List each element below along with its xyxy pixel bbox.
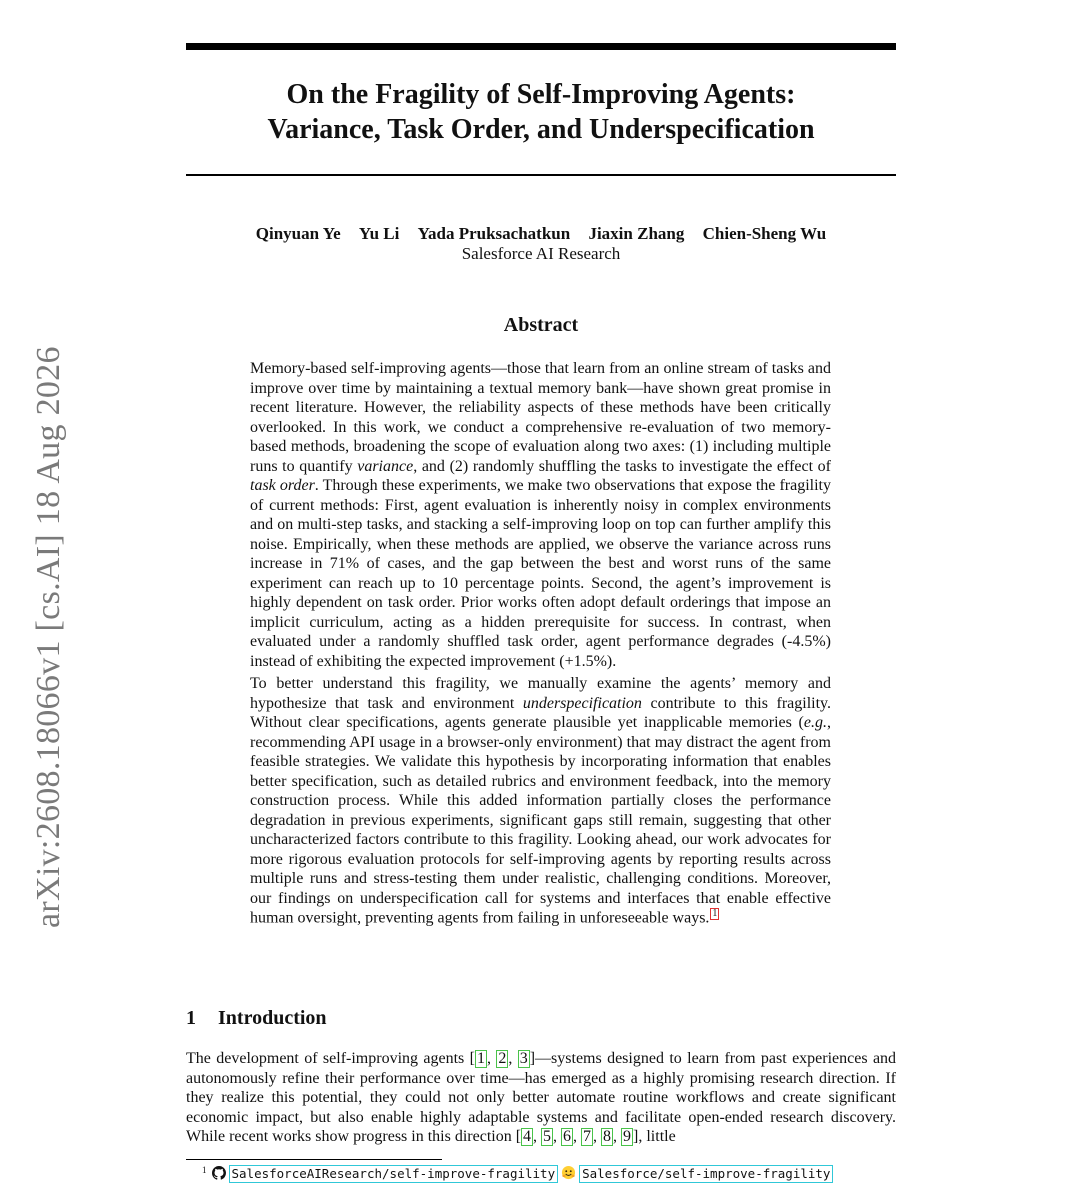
- author-name: Chien-Sheng Wu: [702, 224, 827, 243]
- author-list: [186, 224, 896, 244]
- huggingface-icon: [561, 1165, 576, 1185]
- github-repo-link[interactable]: SalesforceAIResearch/self-improve-fragility: [229, 1165, 559, 1183]
- abstract-body: [250, 359, 831, 928]
- emphasis-variance: variance: [357, 457, 414, 475]
- citation-link[interactable]: 3: [519, 1050, 528, 1067]
- intro-text: The development of self-improving agents [: [186, 1050, 475, 1067]
- author-name: Yu Li: [358, 224, 400, 243]
- introduction-body: [186, 1049, 896, 1147]
- title-line-1: On the Fragility of Self-Improving Agents:: [286, 79, 796, 110]
- abstract-text: Memory-based self-improving agents—those that learn from an online stream of tasks and improve over time by maintaining a textual memory bank—have shown great promise in recent literature. However, the reliability aspects of these methods have been critically overlooked. In this work, we conduct a comprehensive re-evaluation of two memory-based methods, broadening the scope of evaluation along two axes: (1) including multiple runs to quantify: [250, 360, 831, 475]
- title-line-2: Variance, Task Order, and Underspecification: [267, 114, 815, 145]
- citation-link[interactable]: 9: [623, 1128, 632, 1145]
- footnote-link-1[interactable]: 1: [712, 908, 718, 919]
- footnote-1: [202, 1161, 833, 1185]
- citation-link[interactable]: 6: [563, 1128, 572, 1145]
- footnote-rule: [186, 1159, 442, 1160]
- author-name: Jiaxin Zhang: [588, 224, 685, 243]
- emphasis-task-order: task order: [250, 477, 315, 494]
- affiliation: Salesforce AI Research: [461, 244, 621, 263]
- abstract-text: , recommending API usage in a browser-only environment) that may distract the agent from feasible strategies. We validate this hypothesis by incorporating information that enables better specification, such as detailed rubrics and environment feedback, into the memory construction process. While this added information partially closes the performance degradation in previous experiments, significant gaps still remain, suggesting that other uncharacterized factors contribute to this fragility. Looking ahead, our work advocates for more rigorous evaluation protocols for self-improving agents by reporting results across multiple runs and stress-testing them under realistic, challenging conditions. Moreover, our findings on underspecification call for systems and interfaces that enable effective human oversight, preventing agents from failing in unforeseeable ways.: [250, 714, 831, 927]
- citation-link[interactable]: 1: [476, 1050, 485, 1067]
- title-top-rule: [186, 43, 896, 50]
- citation-link[interactable]: 8: [603, 1128, 612, 1145]
- title-bottom-rule: [186, 174, 896, 176]
- arxiv-stamp: arXiv:2608.18066v1 [cs.AI] 18 Aug 2026: [30, 346, 67, 928]
- author-name: Yada Pruksachatkun: [417, 224, 571, 243]
- abstract-text: contribute to this fragility. Without clear specifications, agents generate plausible yet inapplicable memories (: [250, 694, 832, 731]
- section-number: 1: [186, 1007, 196, 1029]
- intro-text: ]—systems designed to learn from past experiences and autonomously refine their performance over time—has emerged as a highly promising research direction. If they realize this potential, they could not only better automate routine workflows and create significant economic impact, but also enable highly adaptable systems and facilitate open-ended research discovery. While recent works show progress in this direction [: [186, 1050, 897, 1145]
- citation-link[interactable]: 2: [498, 1050, 507, 1067]
- abstract-paragraph-1: [250, 359, 831, 671]
- intro-text: ], little: [633, 1128, 676, 1145]
- github-icon: [212, 1166, 226, 1185]
- abstract-paragraph-2: [250, 674, 831, 928]
- footnote-number: 1: [202, 1165, 207, 1175]
- citation-link[interactable]: 5: [543, 1128, 552, 1145]
- abstract-text: , and (2) randomly shuffling the tasks to investigate the effect of: [413, 457, 831, 475]
- abstract-text: To better understand this fragility, we manually examine the agents’ memory and hypothesize that task and environment: [250, 675, 831, 712]
- emphasis-eg: e.g.: [803, 714, 827, 731]
- author-name: Qinyuan Ye: [255, 224, 341, 243]
- huggingface-repo-link[interactable]: Salesforce/self-improve-fragility: [579, 1165, 833, 1183]
- paper-title: [186, 77, 896, 147]
- section-title: Introduction: [218, 1007, 327, 1029]
- abstract-text: . Through these experiments, we make two observations that expose the fragility of current methods: First, agent evaluation is inherently noisy in complex environments and on multi-step tasks, and stacking a self-improving loop on top can further amplify this noise. Empirically, when these methods are applied, we observe the variance across runs increase in 71% of cases, and the gap between the best and worst runs of the same experiment can reach up to 10 percentage points. Second, the agent’s improvement is highly dependent on task order. Prior works often adopt default orderings that impose an implicit curriculum, acting as a hidden prerequisite for success. In contrast, when evaluated under a randomly shuffled task order, agent performance degrades (-4.5%) instead of exhibiting the expected improvement (+1.5%).: [250, 477, 831, 670]
- emphasis-underspecification: underspecification: [522, 694, 642, 712]
- citation-link[interactable]: 4: [523, 1128, 532, 1145]
- citation-link[interactable]: 7: [583, 1128, 592, 1145]
- section-heading-introduction: [186, 1006, 327, 1030]
- intro-paragraph: The development of self-improving agents [ 1 , 2 , 3 ]—systems designed to learn from past experiences and autonomously refine their performance over time—has emerged as a highly promising research direction. If they realize this potential, they could not only better automate routine workflows and create significant economic impact, but also enable highly adaptable systems and facilitate open-ended research discovery. While recent works show progress in this direction [ 4 , 5 , 6 , 7 , 8 , 9 ], little: [186, 1050, 897, 1145]
- abstract-heading: Abstract: [503, 314, 579, 336]
